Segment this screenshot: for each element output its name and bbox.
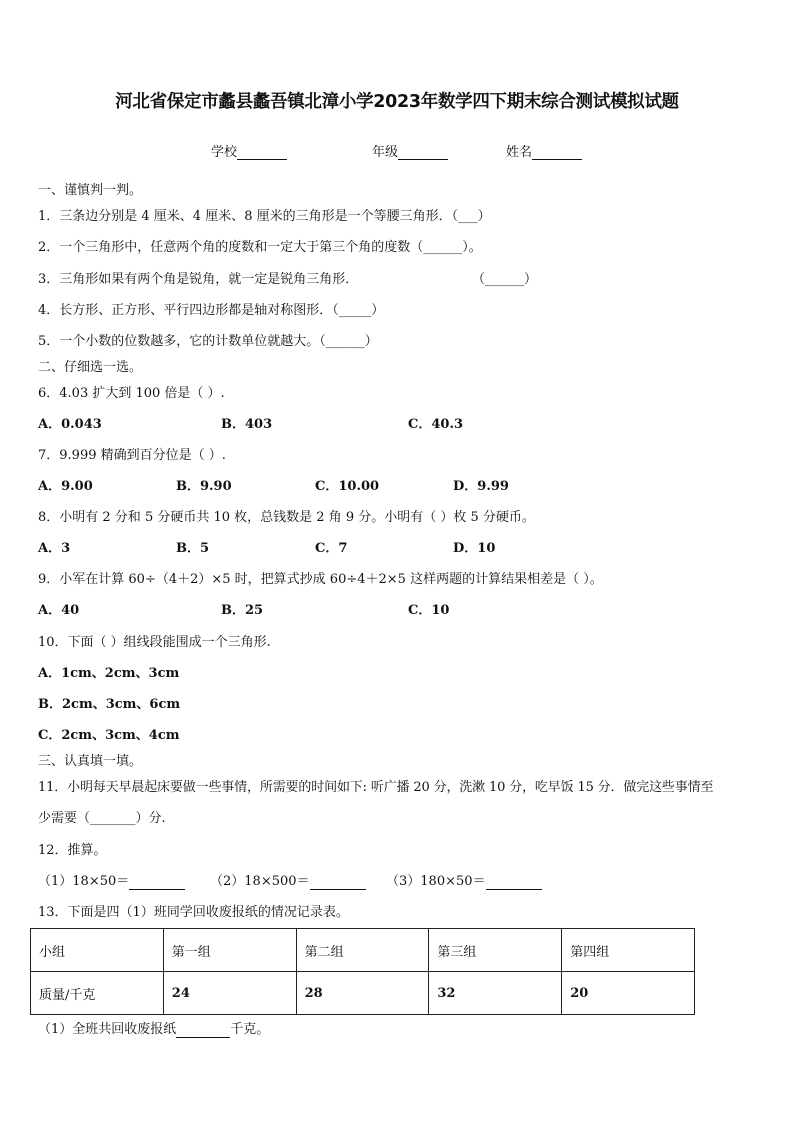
question-11-line2: 少需要（_______）分. [38, 811, 166, 826]
name-label: 姓名 [506, 145, 533, 160]
grade-label: 年级 [372, 145, 399, 160]
school-blank[interactable] [237, 145, 287, 160]
q10-option-a: A．1cm、2cm、3cm [38, 666, 180, 681]
q12-part-1-text: （1）18×50＝ [38, 874, 130, 889]
q6-option-c: C．40.3 [408, 417, 464, 432]
q13-sub1-blank[interactable] [176, 1023, 230, 1038]
question-3: 3．三角形如果有两个角是锐角，就一定是锐角三角形． [38, 272, 359, 287]
section2-heading: 二、仔细选一选。 [38, 360, 143, 375]
q7-option-a: A．9.00 [38, 479, 93, 494]
question-5: 5．一个小数的位数越多，它的计数单位就越大。（______） [38, 334, 378, 349]
question-11-line1: 11．小明每天早晨起床要做一些事情，所需要的时间如下: 听广播 20 分，洗漱 10 分，吃早饭 15 分．做完这些事情至 [38, 780, 714, 795]
q7-option-b: B．9.90 [176, 479, 232, 494]
q6-option-a: A．0.043 [38, 417, 102, 432]
table-cell: 28 [296, 972, 429, 1015]
table-header-cell: 第二组 [296, 929, 429, 972]
q13-sub1-suffix: 千克。 [230, 1022, 270, 1037]
q12-part-2-text: （2）18×500＝ [210, 874, 310, 889]
q9-option-c: C．10 [408, 603, 450, 618]
table-cell: 24 [163, 972, 296, 1015]
q10-option-c: C．2cm、3cm、4cm [38, 728, 180, 743]
table-cell: 32 [429, 972, 562, 1015]
q8-option-c: C．7 [315, 541, 348, 556]
q12-part-3-text: （3）180×50＝ [386, 874, 486, 889]
q10-option-b: B．2cm、3cm、6cm [38, 697, 181, 712]
question-2: 2．一个三角形中，任意两个角的度数和一定大于第三个角的度数（______）。 [38, 240, 482, 255]
q12-part-2 [210, 874, 366, 890]
q7-option-d: D．9.99 [453, 479, 509, 494]
question-6: 6．4.03 扩大到 100 倍是（ ）. [38, 386, 225, 401]
q12-part-3 [386, 874, 542, 890]
table-header-cell: 第四组 [562, 929, 695, 972]
q9-option-a: A．40 [38, 603, 80, 618]
q7-option-c: C．10.00 [315, 479, 380, 494]
q12-part-1 [38, 874, 185, 890]
grade-blank[interactable] [398, 145, 448, 160]
question-10: 10．下面（ ）组线段能围成一个三角形. [38, 635, 271, 650]
q12-part-3-blank[interactable] [486, 875, 542, 890]
table-header-cell: 第三组 [429, 929, 562, 972]
q9-option-b: B．25 [221, 603, 264, 618]
question-12: 12．推算。 [38, 843, 107, 858]
recycling-table [30, 928, 695, 1015]
q12-part-1-blank[interactable] [129, 875, 185, 890]
school-label: 学校 [211, 145, 238, 160]
q8-option-a: A．3 [38, 541, 71, 556]
question-3-blank: （______） [472, 272, 538, 287]
q12-part-2-blank[interactable] [310, 875, 366, 890]
question-1: 1．三条边分别是 4 厘米、4 厘米、8 厘米的三角形是一个等腰三角形．（___） [38, 209, 491, 224]
grade-field [372, 141, 448, 160]
q13-sub1-prefix: （1）全班共回收废报纸 [38, 1022, 177, 1037]
table-header-row [31, 929, 695, 972]
question-8: 8．小明有 2 分和 5 分硬币共 10 枚，总钱数是 2 角 9 分。小明有（ ）枚 5 分硬币。 [38, 510, 535, 525]
section1-heading: 一、谨慎判一判。 [38, 183, 143, 198]
name-field [506, 141, 582, 160]
table-header-cell: 小组 [31, 929, 164, 972]
page-title: 河北省保定市蠡县蠡吾镇北漳小学2023年数学四下期末综合测试模拟试题 [115, 92, 679, 112]
q6-option-b: B．403 [221, 417, 273, 432]
q8-option-b: B．5 [176, 541, 210, 556]
name-blank[interactable] [532, 145, 582, 160]
question-7: 7．9.999 精确到百分位是（ ）. [38, 448, 226, 463]
question-13: 13．下面是四（1）班同学回收废报纸的情况记录表。 [38, 905, 349, 920]
table-header-cell: 第一组 [163, 929, 296, 972]
q13-subquestion-1 [38, 1022, 269, 1038]
q8-option-d: D．10 [453, 541, 496, 556]
table-cell: 20 [562, 972, 695, 1015]
school-field [211, 141, 287, 160]
table-cell: 质量/千克 [31, 972, 164, 1015]
question-9: 9．小军在计算 60÷（4＋2）×5 时，把算式抄成 60÷4＋2×5 这样两题的计算结果相差是（ ）。 [38, 572, 603, 587]
table-row [31, 972, 695, 1015]
section3-heading: 三、认真填一填。 [38, 754, 143, 769]
question-4: 4．长方形、正方形、平行四边形都是轴对称图形．（_____） [38, 303, 385, 318]
